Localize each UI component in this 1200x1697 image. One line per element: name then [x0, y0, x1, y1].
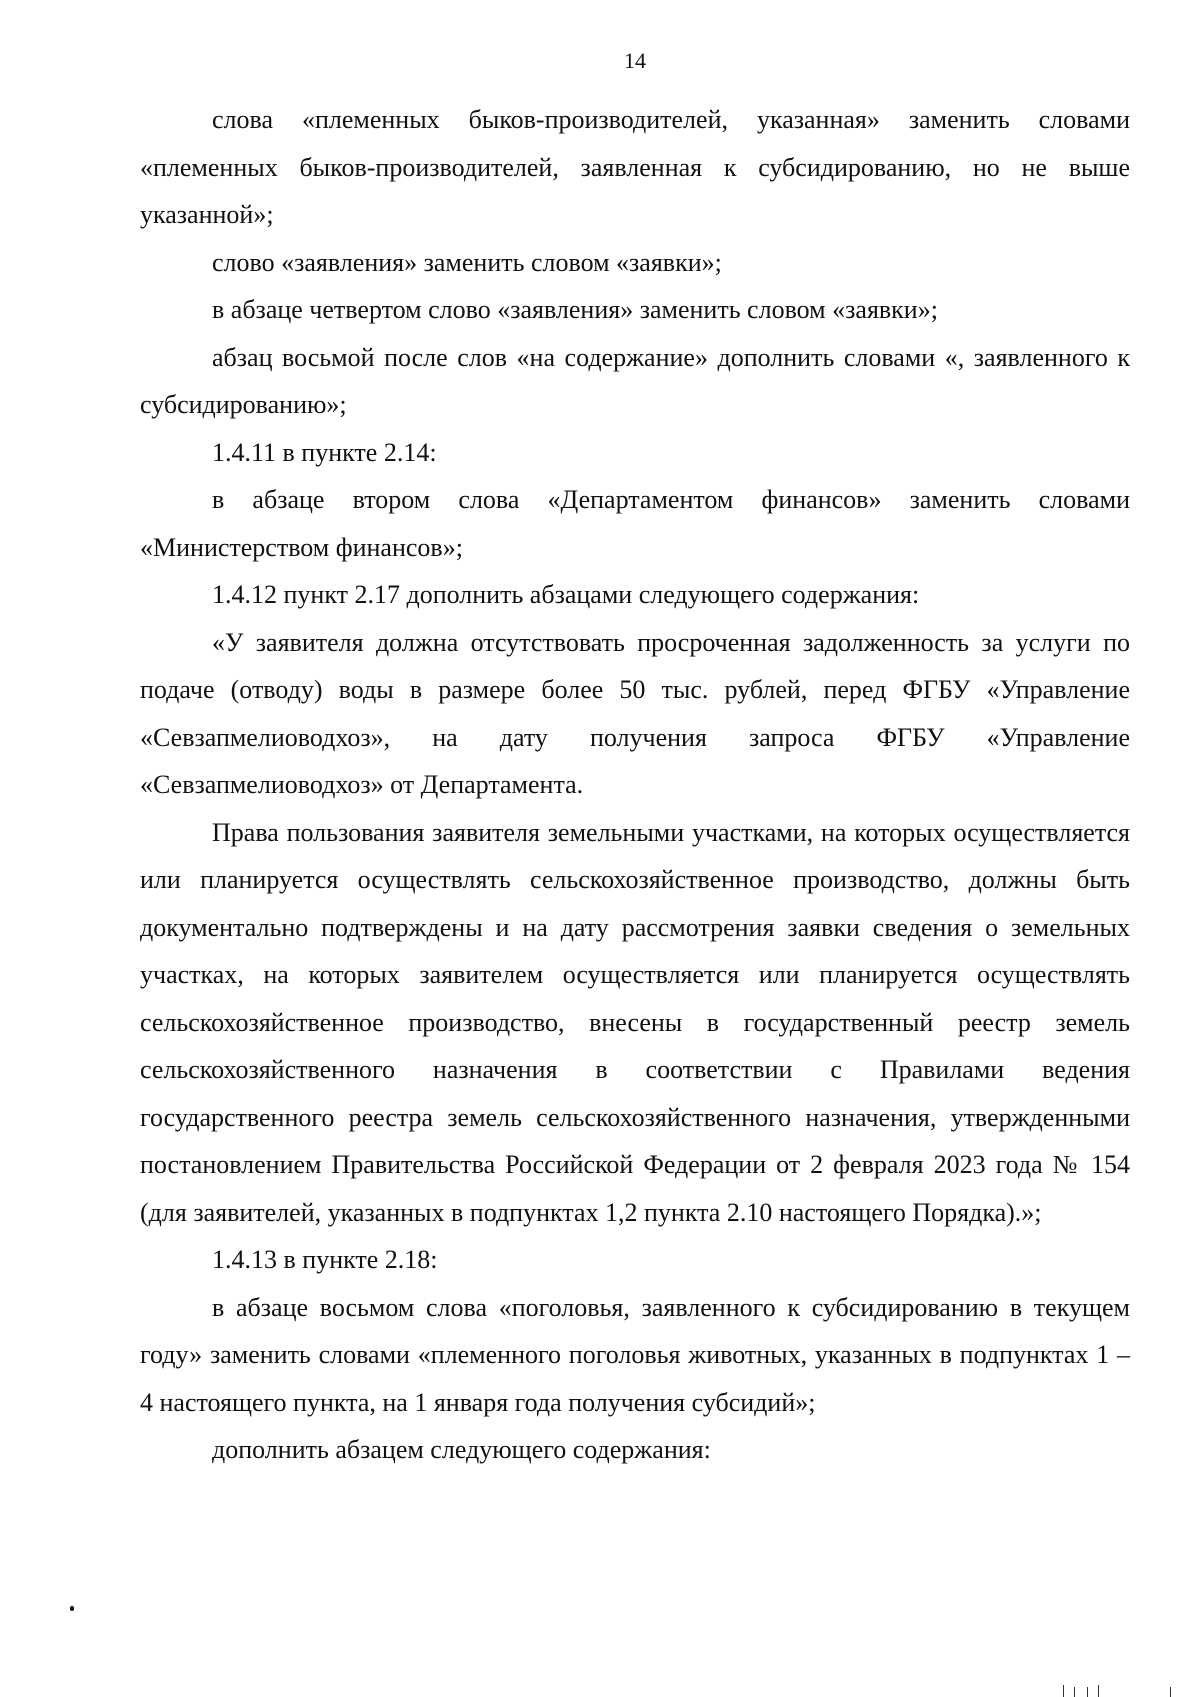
paragraph-7-item-heading: 1.4.12 пункт 2.17 дополнить абзацами следующего содержания:: [212, 580, 920, 609]
paragraph-11: в абзаце восьмом слова «поголовья, заявленного к субсидированию в текущем году» заменить словами «племенного поголовья животных, указанных в подпунктах 1 – 4 настоящего пункта, на 1 января года получения субсидий»;: [140, 1292, 1130, 1417]
page-number: 14: [624, 48, 646, 73]
paragraph-12: дополнить абзацем следующего содержания:: [212, 1435, 711, 1464]
paragraph-3: в абзаце четвертом слово «заявления» заменить словом «заявки»;: [212, 295, 938, 324]
scan-edge-mark: [1063, 1685, 1099, 1697]
paragraph-8-quote: «У заявителя должна отсутствовать просроченная задолженность за услуги по подаче (отводу) воды в размере более 50 тыс. рублей, перед ФГБУ «Управление «Севзапмелиоводхоз», на дату получения запроса ФГБУ «Управление «Севзапмелиоводхоз» от Департамента.: [140, 627, 1130, 799]
paragraph-2: слово «заявления» заменить словом «заявки»;: [212, 247, 722, 277]
paragraph-5-item-heading: 1.4.11 в пункте 2.14:: [212, 437, 437, 467]
scan-edge-tick: [1170, 1687, 1171, 1697]
scan-dot-mark: [70, 1606, 74, 1611]
document-body: [140, 96, 1130, 1474]
paragraph-6: в абзаце втором слова «Департаментом финансов» заменить словами «Министерством финансов»;: [140, 485, 1130, 562]
paragraph-4: абзац восьмой после слов «на содержание» дополнить словами «, заявленного к субсидированию»;: [140, 342, 1130, 419]
paragraph-1: слова «племенных быков-производителей, указанная» заменить словами «племенных быков-производителей, заявленная к субсидированию, но не выше указанной»;: [140, 105, 1130, 229]
paragraph-10-item-heading: 1.4.13 в пункте 2.18:: [212, 1245, 438, 1274]
paragraph-9: Права пользования заявителя земельными участками, на которых осуществляется или планируется осуществлять сельскохозяйственное производство, должны быть документально подтверждены и на дату рассмотрения заявки сведения о земельных участках, на которых заявителем осуществляется или планируется осуществлять сельскохозяйственное производство, внесены в государственный реестр земель сельскохозяйственного назначения в соответствии с Правилами ведения государственного реестра земель сельскохозяйственного назначения, утвержденными постановлением Правительства Российской Федерации от 2 февраля 2023 года № 154 (для заявителей, указанных в подпунктах 1,2 пункта 2.10 настоящего Порядка).»;: [140, 817, 1130, 1227]
